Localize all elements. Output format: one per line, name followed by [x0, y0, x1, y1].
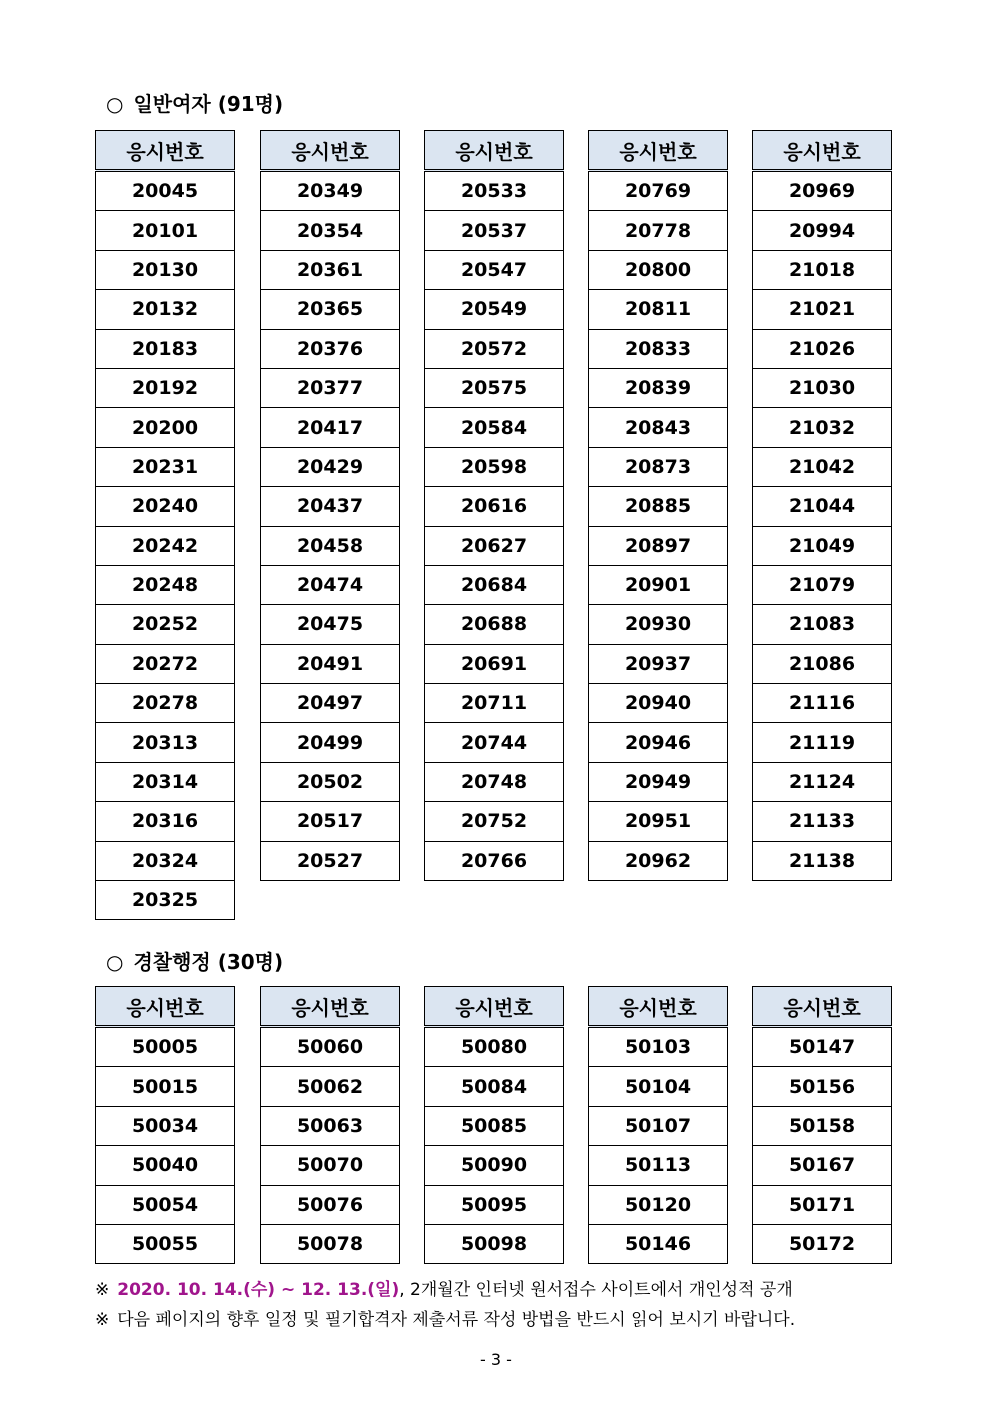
exam-number-cell: 20949: [589, 762, 728, 801]
table-row: [425, 526, 564, 565]
exam-number-cell: 50076: [261, 1185, 400, 1224]
table-row: [589, 723, 728, 762]
table-row: [753, 684, 892, 723]
exam-number-cell: 20533: [460, 180, 528, 203]
table-row: [753, 290, 892, 329]
exam-number-cell: 50015: [96, 1067, 235, 1106]
exam-number-cell: 21119: [753, 723, 892, 762]
table-row: [753, 368, 892, 407]
table-row: [96, 211, 235, 250]
exam-number-table: [424, 130, 564, 881]
exam-number-cell: 20377: [261, 368, 400, 407]
table-row: [425, 447, 564, 486]
exam-number-cell: 20231: [96, 447, 235, 486]
date-range-highlight: 2020. 10. 14.(수) ~ 12. 13.(일): [117, 1280, 400, 1300]
exam-number-cell: 20242: [96, 526, 235, 565]
exam-number-cell: 20616: [425, 487, 564, 526]
exam-number-cell: 20946: [589, 723, 728, 762]
table-row: [261, 802, 400, 841]
exam-number-cell: 20994: [753, 211, 892, 250]
exam-number-cell: 20101: [96, 211, 235, 250]
exam-number-cell: 50156: [753, 1067, 892, 1106]
exam-number-cell: 20811: [589, 290, 728, 329]
exam-number-cell: 20537: [425, 211, 564, 250]
column-header: 응시번호: [261, 131, 400, 171]
exam-number-cell: 20684: [425, 565, 564, 604]
column-header: 응시번호: [96, 987, 235, 1027]
table-row: [261, 1146, 400, 1185]
table-row: [96, 1185, 235, 1224]
exam-number-cell: 20527: [261, 841, 400, 880]
table-row: [425, 290, 564, 329]
exam-number-cell: 20248: [96, 565, 235, 604]
table-row: [96, 447, 235, 486]
table-row: [753, 171, 892, 211]
table-row: [589, 290, 728, 329]
table-row: [425, 1067, 564, 1106]
note-read-next-page: [95, 1309, 892, 1331]
exam-number-table: [752, 986, 892, 1264]
exam-number-cell: 20688: [425, 605, 564, 644]
exam-number-cell: 20278: [96, 684, 235, 723]
exam-number-cell: 20200: [96, 408, 235, 447]
table-row: [261, 1106, 400, 1145]
table-row: [261, 565, 400, 604]
exam-number-cell: 50172: [753, 1224, 892, 1263]
table-row: [589, 684, 728, 723]
table-row: [96, 408, 235, 447]
exam-number-cell: 50104: [589, 1067, 728, 1106]
exam-number-cell: 21042: [753, 447, 892, 486]
exam-number-cell: 20627: [425, 526, 564, 565]
table-row: [589, 1067, 728, 1106]
exam-number-cell: 20252: [96, 605, 235, 644]
table-row: [589, 1027, 728, 1067]
table-row: [589, 211, 728, 250]
exam-number-cell: 50063: [261, 1106, 400, 1145]
exam-number-cell: 20437: [261, 487, 400, 526]
table-row: [589, 802, 728, 841]
exam-number-cell: 20833: [589, 329, 728, 368]
exam-number-cell: 21083: [753, 605, 892, 644]
exam-number-cell: 20376: [261, 329, 400, 368]
table-row: [425, 762, 564, 801]
exam-number-cell: 20045: [131, 180, 199, 203]
table-row: [753, 802, 892, 841]
exam-number-cell: 20491: [261, 644, 400, 683]
exam-number-cell: 50120: [589, 1185, 728, 1224]
exam-number-cell: 21133: [753, 802, 892, 841]
exam-number-cell: 20314: [96, 762, 235, 801]
table-row: [589, 1106, 728, 1145]
exam-number-cell: 50095: [425, 1185, 564, 1224]
exam-number-cell: 20752: [425, 802, 564, 841]
table-row: [589, 408, 728, 447]
exam-number-cell: 20313: [96, 723, 235, 762]
exam-number-cell: 50090: [425, 1146, 564, 1185]
table-row: [425, 250, 564, 289]
column-header: 응시번호: [753, 131, 892, 171]
exam-number-cell: 20132: [96, 290, 235, 329]
exam-number-cell: 20575: [425, 368, 564, 407]
table-row: [96, 762, 235, 801]
table-row: [261, 762, 400, 801]
column-header: 응시번호: [261, 987, 400, 1027]
exam-number-table: [588, 130, 728, 881]
table-row: [753, 1106, 892, 1145]
exam-number-cell: 21124: [753, 762, 892, 801]
exam-number-cell: 20769: [624, 180, 692, 203]
column-header: 응시번호: [753, 987, 892, 1027]
table-row: [425, 684, 564, 723]
exam-number-cell: 20474: [261, 565, 400, 604]
table-row: [261, 290, 400, 329]
table-row: [753, 565, 892, 604]
table-row: [261, 211, 400, 250]
exam-number-cell: 50098: [425, 1224, 564, 1263]
circle-bullet-icon: ○: [106, 950, 124, 974]
exam-number-cell: 21079: [753, 565, 892, 604]
exam-number-cell: 20325: [96, 881, 235, 920]
table-row: [589, 329, 728, 368]
table-row: [753, 1224, 892, 1263]
table-row: [261, 408, 400, 447]
table-row: [753, 250, 892, 289]
exam-number-table: [95, 130, 235, 920]
exam-number-cell: 20584: [425, 408, 564, 447]
exam-number-cell: 20130: [96, 250, 235, 289]
table-row: [425, 1185, 564, 1224]
table-row: [589, 526, 728, 565]
exam-number-cell: 50070: [261, 1146, 400, 1185]
exam-number-cell: 20937: [589, 644, 728, 683]
note-score-release: [95, 1279, 892, 1301]
table-row: [96, 526, 235, 565]
table-row: [753, 1027, 892, 1067]
exam-number-cell: 20547: [425, 250, 564, 289]
table-row: [261, 1027, 400, 1067]
table-row: [425, 565, 564, 604]
exam-number-cell: 20517: [261, 802, 400, 841]
exam-number-cell: 20192: [96, 368, 235, 407]
exam-number-cell: 20572: [425, 329, 564, 368]
table-row: [753, 329, 892, 368]
table-row: [753, 605, 892, 644]
table-row: [261, 526, 400, 565]
section-title-police-admin: [106, 950, 283, 974]
table-row: [589, 1224, 728, 1263]
table-row: [589, 368, 728, 407]
exam-number-cell: 20417: [261, 408, 400, 447]
exam-number-cell: 50103: [624, 1036, 692, 1059]
exam-number-cell: 50084: [425, 1067, 564, 1106]
table-row: [261, 644, 400, 683]
table-row: [96, 1146, 235, 1185]
exam-number-cell: 21049: [753, 526, 892, 565]
table-row: [96, 1106, 235, 1145]
table-row: [96, 841, 235, 880]
table-row: [425, 605, 564, 644]
exam-number-cell: 20429: [261, 447, 400, 486]
table-row: [96, 802, 235, 841]
exam-number-cell: 20744: [425, 723, 564, 762]
table-row: [425, 1224, 564, 1263]
table-row: [261, 684, 400, 723]
exam-number-cell: 20497: [261, 684, 400, 723]
table-row: [753, 526, 892, 565]
exam-number-cell: 50034: [96, 1106, 235, 1145]
table-row: [96, 250, 235, 289]
table-row: [589, 171, 728, 211]
table-row: [425, 171, 564, 211]
exam-number-cell: 20885: [589, 487, 728, 526]
table-row: [261, 487, 400, 526]
exam-number-cell: 20940: [589, 684, 728, 723]
table-row: [589, 487, 728, 526]
table-row: [96, 881, 235, 920]
table-row: [753, 211, 892, 250]
exam-number-cell: 20324: [96, 841, 235, 880]
table-row: [261, 723, 400, 762]
exam-number-cell: 20930: [589, 605, 728, 644]
table-row: [589, 644, 728, 683]
exam-number-cell: 20354: [261, 211, 400, 250]
exam-number-cell: 50085: [425, 1106, 564, 1145]
reference-mark: ※: [95, 1280, 110, 1300]
table-row: [753, 487, 892, 526]
exam-number-cell: 20240: [96, 487, 235, 526]
table-row: [96, 723, 235, 762]
exam-number-cell: 21086: [753, 644, 892, 683]
table-row: [425, 1027, 564, 1067]
exam-number-cell: 20800: [589, 250, 728, 289]
exam-number-table: [260, 130, 400, 881]
column-header: 응시번호: [96, 131, 235, 171]
table-row: [261, 1224, 400, 1263]
exam-number-cell: 20502: [261, 762, 400, 801]
exam-number-cell: 50147: [788, 1036, 856, 1059]
exam-number-cell: 50113: [589, 1146, 728, 1185]
table-row: [261, 368, 400, 407]
table-row: [261, 841, 400, 880]
table-row: [425, 368, 564, 407]
table-row: [753, 408, 892, 447]
exam-number-cell: 21032: [753, 408, 892, 447]
table-row: [96, 368, 235, 407]
exam-number-cell: 50107: [589, 1106, 728, 1145]
exam-number-cell: 20549: [425, 290, 564, 329]
exam-number-cell: 50040: [96, 1146, 235, 1185]
table-row: [589, 565, 728, 604]
exam-number-table: [424, 986, 564, 1264]
exam-number-cell: 20969: [788, 180, 856, 203]
table-row: [753, 723, 892, 762]
exam-number-cell: 20951: [589, 802, 728, 841]
exam-number-cell: 50060: [296, 1036, 364, 1059]
note-text: , 2개월간 인터넷 원서접수 사이트에서 개인성적 공개: [399, 1280, 793, 1300]
table-row: [589, 841, 728, 880]
exam-number-table: [588, 986, 728, 1264]
table-row: [96, 1224, 235, 1263]
exam-number-cell: 20183: [96, 329, 235, 368]
table-row: [425, 408, 564, 447]
exam-number-cell: 20458: [261, 526, 400, 565]
table-row: [589, 605, 728, 644]
exam-number-cell: 50055: [96, 1224, 235, 1263]
table-row: [589, 762, 728, 801]
table-row: [753, 447, 892, 486]
reference-mark: ※: [95, 1310, 110, 1330]
table-row: [589, 1185, 728, 1224]
exam-number-cell: 20349: [296, 180, 364, 203]
exam-number-cell: 21044: [753, 487, 892, 526]
exam-number-cell: 20843: [589, 408, 728, 447]
exam-number-cell: 21026: [753, 329, 892, 368]
table-row: [425, 841, 564, 880]
exam-number-cell: 50054: [96, 1185, 235, 1224]
exam-number-cell: 20766: [425, 841, 564, 880]
table-row: [425, 211, 564, 250]
circle-bullet-icon: ○: [106, 92, 124, 116]
section-title-general-female: [106, 92, 283, 116]
exam-number-cell: 21030: [753, 368, 892, 407]
exam-number-cell: 50167: [753, 1146, 892, 1185]
exam-number-cell: 20897: [589, 526, 728, 565]
note-text: 다음 페이지의 향후 일정 및 필기합격자 제출서류 작성 방법을 반드시 읽어 보시기 바랍니다.: [117, 1310, 796, 1330]
exam-number-cell: 20711: [425, 684, 564, 723]
exam-number-cell: 20778: [589, 211, 728, 250]
exam-number-cell: 20365: [261, 290, 400, 329]
table-row: [425, 802, 564, 841]
table-row: [96, 644, 235, 683]
table-row: [753, 644, 892, 683]
exam-number-cell: 50158: [753, 1106, 892, 1145]
table-row: [425, 1106, 564, 1145]
table-row: [425, 487, 564, 526]
exam-number-cell: 50146: [589, 1224, 728, 1263]
table-row: [96, 565, 235, 604]
exam-number-cell: 20316: [96, 802, 235, 841]
section-title-text: 일반여자 (91명): [133, 92, 284, 116]
exam-number-cell: 20475: [261, 605, 400, 644]
table-row: [96, 684, 235, 723]
table-row: [96, 1067, 235, 1106]
exam-number-table: [95, 986, 235, 1264]
table-row: [261, 1067, 400, 1106]
table-row: [425, 1146, 564, 1185]
table-row: [261, 329, 400, 368]
table-row: [425, 644, 564, 683]
table-row: [589, 250, 728, 289]
column-header: 응시번호: [589, 987, 728, 1027]
exam-number-cell: 50005: [131, 1036, 199, 1059]
exam-number-cell: 50062: [261, 1067, 400, 1106]
table-row: [261, 1185, 400, 1224]
table-row: [96, 329, 235, 368]
exam-number-cell: 20361: [261, 250, 400, 289]
exam-number-cell: 21021: [753, 290, 892, 329]
table-row: [589, 447, 728, 486]
exam-number-cell: 21138: [753, 841, 892, 880]
column-header: 응시번호: [425, 131, 564, 171]
exam-number-cell: 20691: [425, 644, 564, 683]
column-header: 응시번호: [589, 131, 728, 171]
table-row: [261, 250, 400, 289]
exam-number-cell: 21018: [753, 250, 892, 289]
exam-number-cell: 50080: [460, 1036, 528, 1059]
table-row: [753, 1067, 892, 1106]
table-row: [96, 171, 235, 211]
table-row: [261, 171, 400, 211]
table-row: [753, 1146, 892, 1185]
exam-number-cell: 50078: [261, 1224, 400, 1263]
exam-number-cell: 20962: [589, 841, 728, 880]
table-row: [96, 1027, 235, 1067]
table-row: [425, 723, 564, 762]
page-number: - 3 -: [480, 1350, 512, 1369]
exam-number-cell: 50171: [753, 1185, 892, 1224]
table-row: [96, 605, 235, 644]
table-row: [589, 1146, 728, 1185]
table-row: [425, 329, 564, 368]
table-row: [753, 1185, 892, 1224]
table-row: [261, 605, 400, 644]
table-row: [96, 487, 235, 526]
section-title-text: 경찰행정 (30명): [133, 950, 284, 974]
table-row: [753, 762, 892, 801]
exam-number-cell: 20839: [589, 368, 728, 407]
exam-number-cell: 20901: [589, 565, 728, 604]
exam-number-cell: 20598: [425, 447, 564, 486]
exam-number-table: [260, 986, 400, 1264]
exam-number-cell: 20873: [589, 447, 728, 486]
exam-number-cell: 21116: [753, 684, 892, 723]
exam-number-cell: 20272: [96, 644, 235, 683]
column-header: 응시번호: [425, 987, 564, 1027]
table-row: [96, 290, 235, 329]
exam-number-table: [752, 130, 892, 881]
table-row: [261, 447, 400, 486]
table-row: [753, 841, 892, 880]
exam-number-cell: 20499: [261, 723, 400, 762]
exam-number-cell: 20748: [425, 762, 564, 801]
